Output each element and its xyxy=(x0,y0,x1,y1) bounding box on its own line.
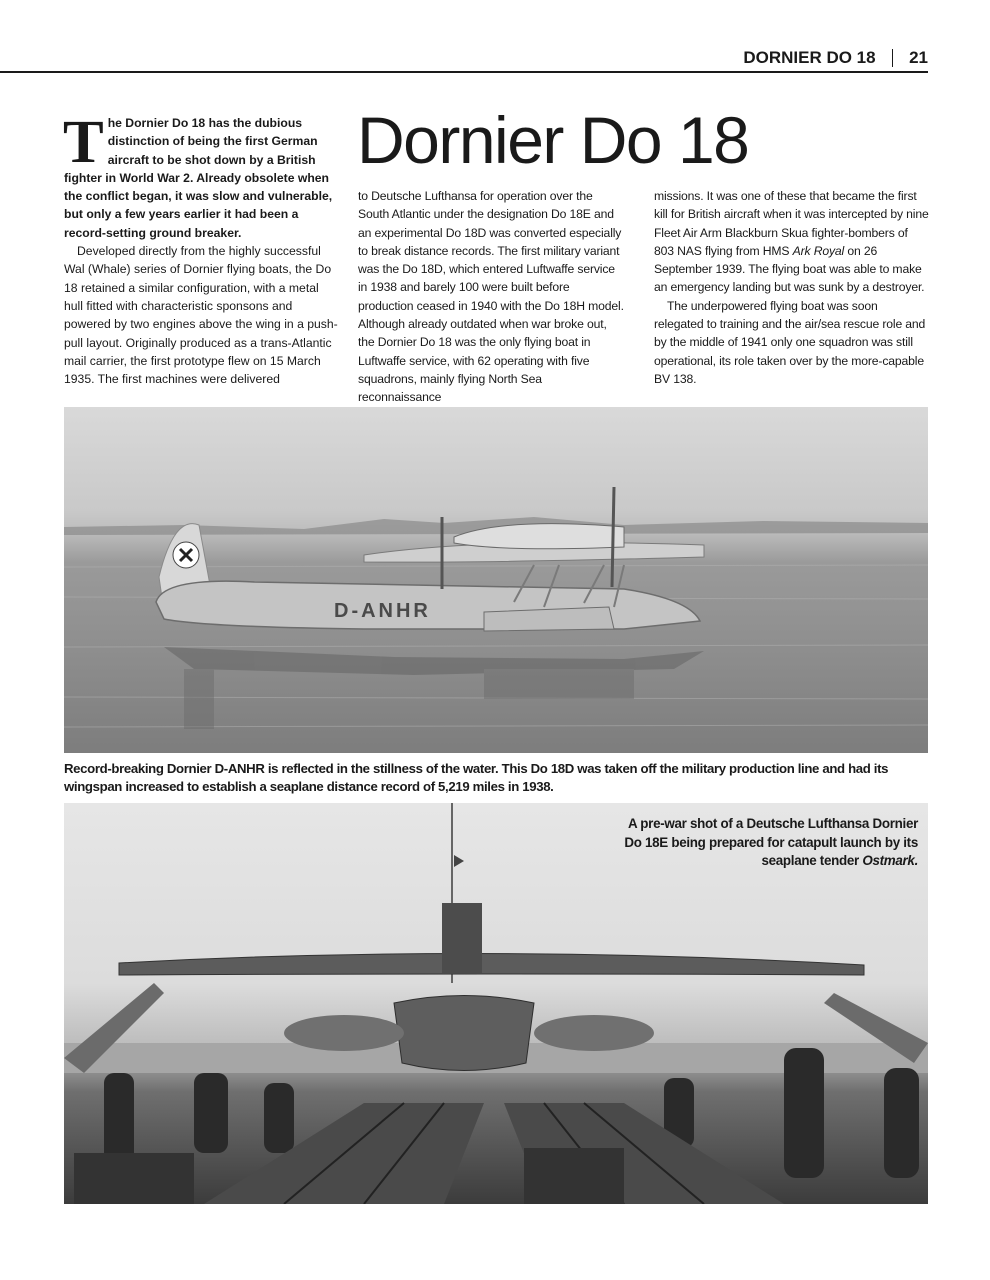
running-header xyxy=(700,46,928,70)
drop-cap: T xyxy=(63,109,104,176)
page-number: 21 xyxy=(909,48,928,67)
flying-boat-illustration xyxy=(64,407,928,753)
text-column-1 xyxy=(63,109,340,388)
body-paragraph: Developed directly from the highly successful Wal (Whale) series of Dornier flying boats, the Do 18 retained a similar configuration, with a metal hull fitted with characteristic sponsons and powered by two engines above the wing in a push-pull layout. Originally produced as a trans-Atlantic mail carrier, the first prototype flew on 15 March 1935. The first machines were delivered xyxy=(64,244,338,387)
tender-name: Ostmark. xyxy=(862,853,918,868)
body-paragraph: The underpowered flying boat was soon relegated to training and the air/sea rescue role and by the middle of 1941 only one squadron was still operational, its role taken over by the more-capable BV 138. xyxy=(654,298,926,386)
flying-boat-photo xyxy=(64,407,928,753)
article-title: Dornier Do 18 xyxy=(357,103,749,177)
text-column-3 xyxy=(654,187,930,388)
inset-photo-caption: A pre-war shot of a Deutsche Lufthansa Dornier Do 18E being prepared for catapult launch by its seaplane tender Ostmark. xyxy=(624,816,918,868)
lead-text: he Dornier Do 18 has the dubious distinction of being the first German aircraft to be shot down by a British fighter in World War 2. Already obsolete when the conflict began, it was slow and vulnerable, but only a few years earlier it had been a record-setting ground breaker. xyxy=(64,116,333,240)
aircraft-registration: D-ANHR xyxy=(334,600,431,622)
header-separator xyxy=(892,49,894,67)
photo-caption: Record-breaking Dornier D-ANHR is reflected in the stillness of the water. This Do 18D was taken off the military production line and had its wingspan increased to establish a seaplane distance record of 5,219 miles in 1938. xyxy=(64,761,889,794)
body-paragraph: missions. It was one of these that became the first kill for British aircraft when it was intercepted by nine Fleet Air Arm Blackburn Skua fighter-bombers of 803 NAS flying from HMS Ark Royal on 26 September 1939. The flying boat was able to make an emergency landing but was sunk by a destroyer. xyxy=(654,189,929,295)
header-rule xyxy=(0,71,928,73)
text-column-2 xyxy=(358,187,624,407)
body-paragraph: to Deutsche Lufthansa for operation over the South Atlantic under the designation Do 18E and an experimental Do 18D was converted especially to break distance records. The first military variant was the Do 18D, which entered Luftwaffe service in 1938 and barely 100 were built before production ceased in 1940 with the Do 18H model. Although already outdated when war broke out, the Dornier Do 18 was the only flying boat in Luftwaffe service, with 62 operating with five squadrons, mainly flying North Sea reconnaissance xyxy=(358,189,624,405)
section-title: DORNIER DO 18 xyxy=(743,48,876,67)
lead-paragraph xyxy=(63,109,340,242)
ship-name: Ark Royal xyxy=(792,243,845,258)
